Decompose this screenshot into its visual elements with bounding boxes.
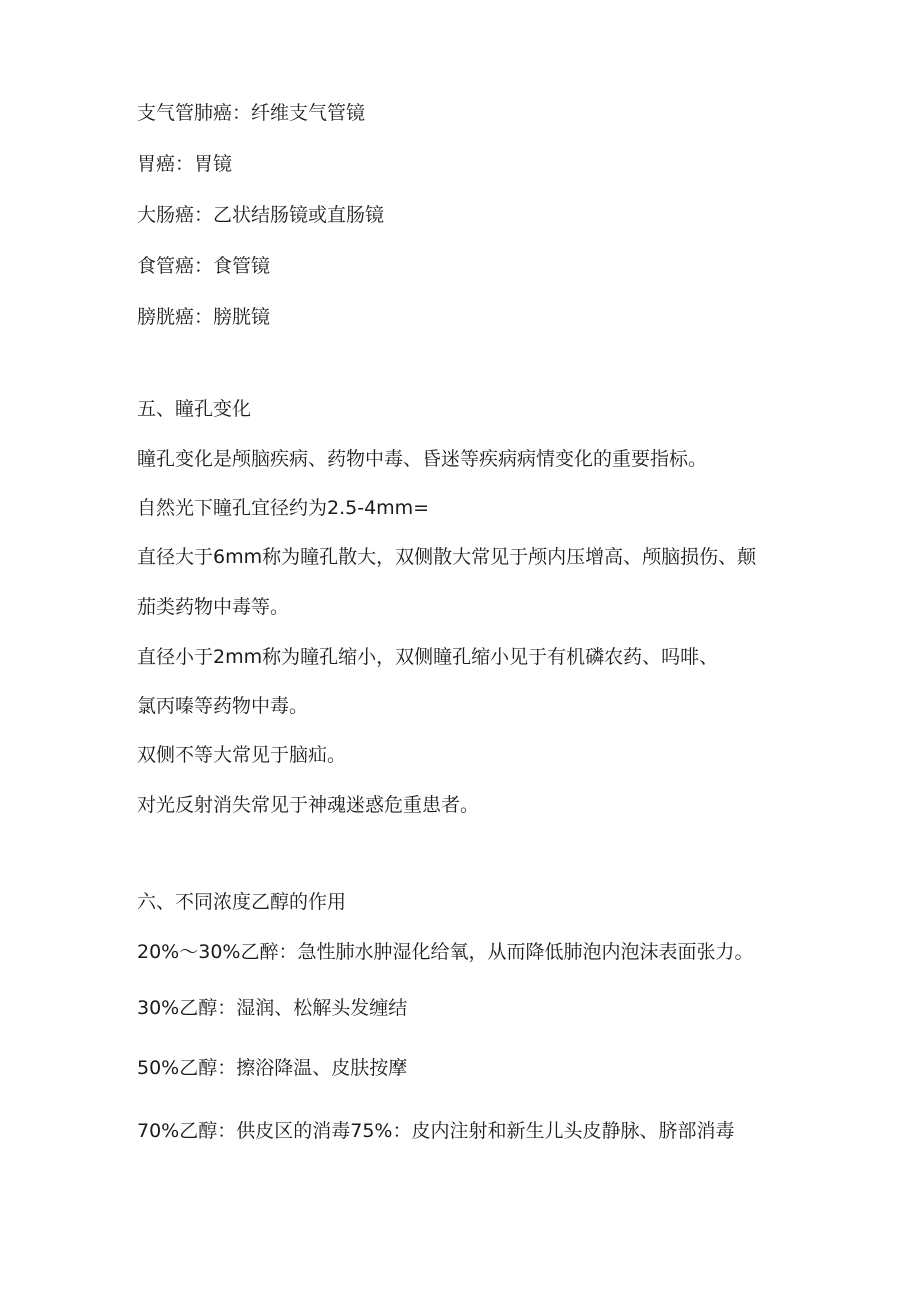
pupil-heading: 五、瞳孔变化 <box>137 398 252 420</box>
ethanol-heading: 六、不同浓度乙醇的作用 <box>137 891 347 913</box>
pupil-line: 双侧不等大常见于脑疝。 <box>137 744 347 766</box>
pupil-line: 自然光下瞳孔宜径约为2.5-4mm= <box>137 497 430 519</box>
endoscopy-line-stomach: 胃癌：胃镜 <box>137 153 233 175</box>
ethanol-line: 50%乙醇：擦浴降温、皮肤按摩 <box>137 1057 408 1079</box>
ethanol-line: 20%～30%乙醉：急性肺水肿湿化给氧，从而降低肺泡内泡沫表面张力。 <box>137 941 754 963</box>
pupil-line: 直径大于6mm称为瞳孔散大，双侧散大常见于颅内压增高、颅脑损伤、颠 <box>137 546 757 568</box>
endoscopy-line-bladder: 膀胱癌：膀胱镜 <box>137 306 271 328</box>
pupil-line: 茄类药物中毒等。 <box>137 596 290 618</box>
endoscopy-line-lung: 支气管肺癌：纤维支气管镜 <box>137 102 366 124</box>
pupil-line: 直径小于2mm称为瞳孔缩小，双侧瞳孔缩小见于有机磷农药、吗啡、 <box>137 646 719 668</box>
ethanol-line: 30%乙醇：湿润、松解头发缠结 <box>137 997 408 1019</box>
endoscopy-line-colon: 大肠癌：乙状结肠镜或直肠镜 <box>137 204 385 226</box>
pupil-line: 对光反射消失常见于神魂迷惑危重患者。 <box>137 794 480 816</box>
pupil-line: 瞳孔变化是颅脑疾病、药物中毒、昏迷等疾病病情变化的重要指标。 <box>137 448 708 470</box>
pupil-line: 氯丙嗪等药物中毒。 <box>137 695 309 717</box>
ethanol-line: 70%乙醇：供皮区的消毒75%：皮内注射和新生儿头皮静脉、脐部消毒 <box>137 1120 735 1142</box>
endoscopy-line-esophagus: 食管癌：食管镜 <box>137 255 271 277</box>
